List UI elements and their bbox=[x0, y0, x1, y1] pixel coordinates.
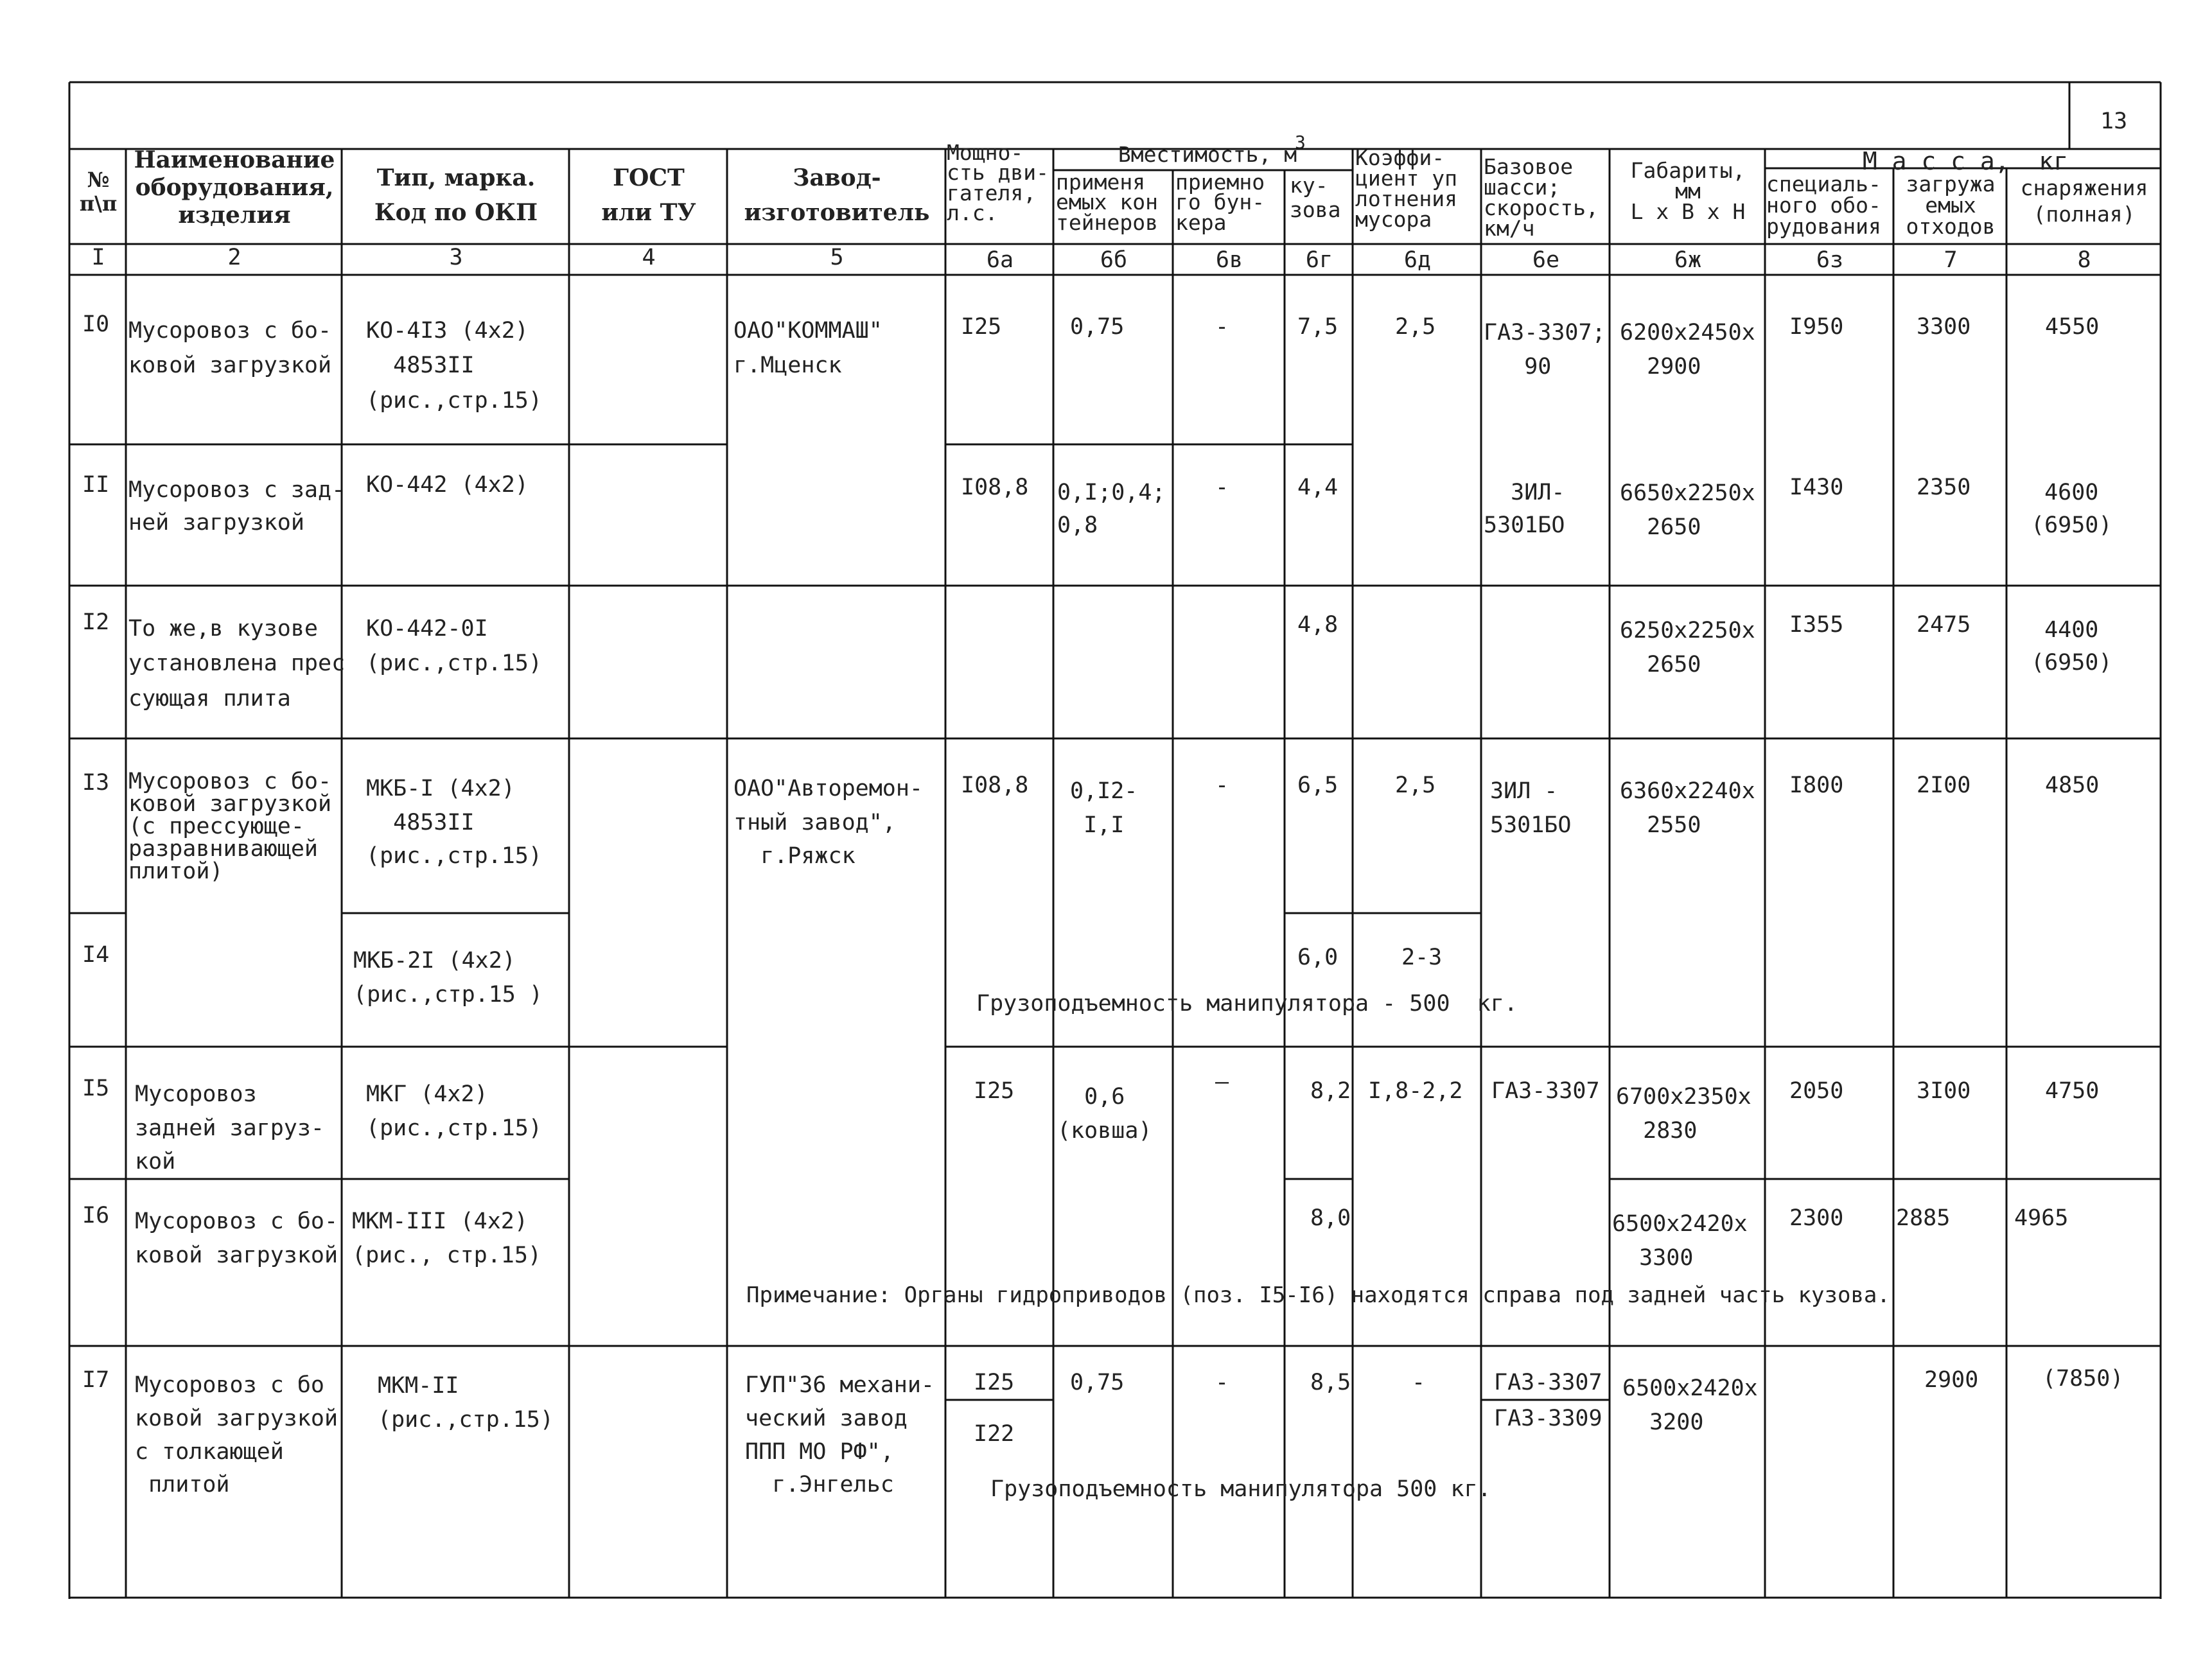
column-number: I bbox=[91, 245, 105, 270]
item-mass-load: 2475 bbox=[1917, 612, 1971, 638]
item-name: Мусоровоз с бо- ковой загрузкой bbox=[135, 1209, 338, 1268]
item-chassis: ЗИЛ- 5301БО bbox=[1484, 480, 1565, 538]
item-power-alt: I22 bbox=[974, 1421, 1015, 1447]
page-number: 13 bbox=[2100, 109, 2128, 134]
item-mass-equipped: 4965 bbox=[2014, 1205, 2069, 1231]
item-cap-body: 4,8 bbox=[1297, 612, 1339, 638]
item-chassis-alt: ГАЗ-3309 bbox=[1494, 1406, 1602, 1431]
item-chassis: ГАЗ-3307 bbox=[1491, 1078, 1600, 1104]
item-mass-load: 2I00 bbox=[1917, 772, 1971, 798]
item-mass-special: I355 bbox=[1789, 612, 1844, 638]
item-chassis: ЗИЛ - 5301БО bbox=[1490, 778, 1572, 838]
row-note: Грузоподъемность манипулятора - 500 кг. bbox=[976, 991, 1518, 1017]
item-compaction: I,8-2,2 bbox=[1368, 1078, 1463, 1104]
column-number: 6б bbox=[1100, 247, 1128, 273]
item-dims: 6500x2420x 3300 bbox=[1612, 1211, 1748, 1271]
header-gost: ГОСТ или ТУ bbox=[601, 164, 696, 226]
item-cap-containers: 0,6 (ковша) bbox=[1057, 1084, 1152, 1144]
item-compaction: 2,5 bbox=[1395, 772, 1436, 798]
column-number: 7 bbox=[1944, 247, 1958, 273]
item-power: I08,8 bbox=[961, 475, 1029, 500]
item-type: КО-442 (4x2) bbox=[366, 472, 529, 498]
item-type: МКГ (4x2) (рис.,стр.15) bbox=[366, 1081, 542, 1141]
header-mass-load: загружа емых отходов bbox=[1906, 171, 1996, 239]
row-number: II bbox=[82, 472, 110, 498]
item-cap-containers: 0,75 bbox=[1070, 1370, 1125, 1395]
header-cap-body: ку- зова bbox=[1290, 173, 1341, 222]
row-number: I0 bbox=[82, 311, 110, 337]
item-dims: 6200x2450x 2900 bbox=[1620, 320, 1755, 380]
header-capacity: Вместимость, м bbox=[1118, 142, 1297, 167]
item-mass-special: I430 bbox=[1789, 475, 1844, 500]
item-maker: ГУП"36 механи- ческий завод ППП МО РФ", г.Энгельс bbox=[745, 1372, 935, 1498]
item-dims: 6250x2250x 2650 bbox=[1620, 618, 1755, 677]
item-mass-equipped: 4400 (6950) bbox=[2031, 617, 2112, 676]
item-cap-containers: 0,75 bbox=[1070, 314, 1125, 340]
row-number: I5 bbox=[82, 1076, 110, 1101]
column-number: 2 bbox=[227, 245, 241, 270]
column-number: 6а bbox=[986, 247, 1014, 273]
row-number: I4 bbox=[82, 942, 110, 968]
item-maker: ОАО"Авторемон- тный завод", г.Ряжск bbox=[733, 776, 924, 869]
row-number: I6 bbox=[82, 1203, 110, 1228]
item-mass-load: 2885 bbox=[1896, 1205, 1951, 1231]
item-mass-equipped: 4850 bbox=[2045, 772, 2100, 798]
column-number: 6г bbox=[1305, 247, 1333, 273]
column-number: 6ж bbox=[1674, 247, 1702, 273]
item-cap-hopper: - bbox=[1215, 1370, 1229, 1395]
item-type: МКМ-III (4x2) (рис., стр.15) bbox=[352, 1209, 542, 1268]
item-mass-load: 3I00 bbox=[1917, 1078, 1971, 1104]
item-name: Мусоровоз задней загруз- кой bbox=[135, 1081, 325, 1174]
item-mass-equipped: (7850) bbox=[2042, 1366, 2124, 1392]
header-chassis: Базовое шасси; скорость, км/ч bbox=[1484, 154, 1599, 241]
item-type: МКМ-II (рис.,стр.15) bbox=[378, 1373, 554, 1433]
column-number: 4 bbox=[642, 245, 656, 270]
item-dims: 6700x2350x 2830 bbox=[1616, 1084, 1751, 1144]
header-mass: М а с с а, кг bbox=[1862, 147, 2069, 175]
item-type: КО-442-0I (рис.,стр.15) bbox=[366, 616, 542, 677]
column-number: 6д bbox=[1403, 247, 1432, 273]
item-name: Мусоровоз с бо- ковой загрузкой bbox=[128, 318, 332, 379]
item-mass-load: 2900 bbox=[1924, 1367, 1979, 1393]
row-number: I2 bbox=[82, 609, 110, 635]
item-type: МКБ-I (4x2) 4853II (рис.,стр.15) bbox=[366, 776, 542, 869]
header-mass-equipped: снаряжения (полная) bbox=[2020, 175, 2148, 227]
column-number: 8 bbox=[2077, 247, 2091, 273]
column-number: 3 bbox=[449, 245, 463, 270]
header-cap-hopper: приемно го бун- кера bbox=[1175, 170, 1265, 235]
column-number: 5 bbox=[830, 245, 844, 270]
item-cap-body: 6,5 bbox=[1297, 772, 1339, 798]
row-note: Грузоподъемность манипулятора 500 кг. bbox=[990, 1476, 1491, 1502]
item-dims: 6500x2420x 3200 bbox=[1622, 1375, 1758, 1435]
item-mass-load: 2350 bbox=[1917, 475, 1971, 500]
header-dims: Габариты, мм L x B x H bbox=[1630, 158, 1746, 224]
item-power: I25 bbox=[961, 314, 1002, 340]
item-compaction: - bbox=[1412, 1370, 1426, 1395]
item-cap-hopper: — bbox=[1215, 1069, 1229, 1095]
item-type: МКБ-2I (4x2) (рис.,стр.15 ) bbox=[353, 948, 543, 1008]
header-power: Мощно- сть дви- гателя, л.с. bbox=[947, 140, 1049, 226]
item-mass-special: 2300 bbox=[1789, 1205, 1844, 1231]
item-chassis: ГАЗ-3307; 90 bbox=[1484, 320, 1606, 380]
header-mass-special: специаль- ного обо- рудования bbox=[1766, 171, 1881, 239]
row-number: I3 bbox=[82, 770, 110, 796]
item-mass-special: I800 bbox=[1789, 772, 1844, 798]
row-note: Примечание: Органы гидроприводов (поз. I5-I6) находятся справа под задней часть кузова. bbox=[746, 1282, 1890, 1308]
row-number: I7 bbox=[82, 1367, 110, 1393]
item-mass-special: 2050 bbox=[1789, 1078, 1844, 1104]
header-compaction: Коэффи- циент уп лотнения мусора bbox=[1355, 145, 1457, 232]
column-number: 6з bbox=[1816, 247, 1844, 273]
item-mass-equipped: 4550 bbox=[2045, 314, 2100, 340]
item-power: I25 bbox=[974, 1078, 1015, 1104]
header-cap-containers: применя емых кон тейнеров bbox=[1056, 170, 1158, 235]
header-maker: Завод- изготовитель bbox=[744, 164, 930, 226]
item-dims: 6650x2250x 2650 bbox=[1620, 480, 1755, 540]
item-compaction: 2,5 bbox=[1395, 314, 1436, 340]
header-name: Наименование оборудования, изделия bbox=[134, 146, 335, 229]
item-cap-hopper: - bbox=[1215, 475, 1229, 500]
item-cap-hopper: - bbox=[1215, 772, 1229, 798]
item-name: Мусоровоз с зад- ней загрузкой bbox=[128, 477, 346, 536]
item-cap-containers: 0,I;0,4; 0,8 bbox=[1057, 480, 1166, 538]
item-cap-body: 8,5 bbox=[1310, 1370, 1351, 1395]
item-cap-containers: 0,I2- I,I bbox=[1070, 778, 1138, 838]
item-cap-hopper: - bbox=[1215, 314, 1229, 340]
item-mass-equipped: 4750 bbox=[2045, 1078, 2100, 1104]
item-type: КО-4I3 (4x2) 4853II (рис.,стр.15) bbox=[366, 318, 542, 414]
item-cap-body: 8,0 bbox=[1310, 1205, 1351, 1231]
item-mass-load: 3300 bbox=[1917, 314, 1971, 340]
header-capacity-sup: 3 bbox=[1295, 132, 1306, 153]
item-mass-special: I950 bbox=[1789, 314, 1844, 340]
item-compaction: 2-3 bbox=[1401, 945, 1443, 970]
item-name: Мусоровоз с бо- ковой загрузкой (с прессующе- разравнивающей плитой) bbox=[128, 769, 332, 884]
item-name: Мусоровоз с бо ковой загрузкой с толкающей плитой bbox=[135, 1372, 338, 1498]
item-power: I08,8 bbox=[961, 772, 1029, 798]
item-cap-body: 7,5 bbox=[1297, 314, 1339, 340]
item-mass-equipped: 4600 (6950) bbox=[2031, 480, 2112, 538]
item-cap-body: 8,2 bbox=[1310, 1078, 1351, 1104]
header-type: Тип, марка. Код по ОКП bbox=[374, 164, 538, 226]
column-number: 6в bbox=[1215, 247, 1243, 273]
column-number: 6е bbox=[1532, 247, 1560, 273]
item-name: То же,в кузове установлена прес сующая плита bbox=[128, 616, 346, 711]
item-cap-body: 6,0 bbox=[1297, 945, 1339, 970]
item-maker: ОАО"КОММАШ" г.Мценск bbox=[733, 318, 882, 379]
header-no: № п\п bbox=[79, 168, 118, 216]
item-dims: 6360x2240x 2550 bbox=[1620, 778, 1755, 838]
item-power: I25 bbox=[974, 1370, 1015, 1395]
item-cap-body: 4,4 bbox=[1297, 475, 1339, 500]
item-chassis: ГАЗ-3307 bbox=[1494, 1370, 1602, 1395]
